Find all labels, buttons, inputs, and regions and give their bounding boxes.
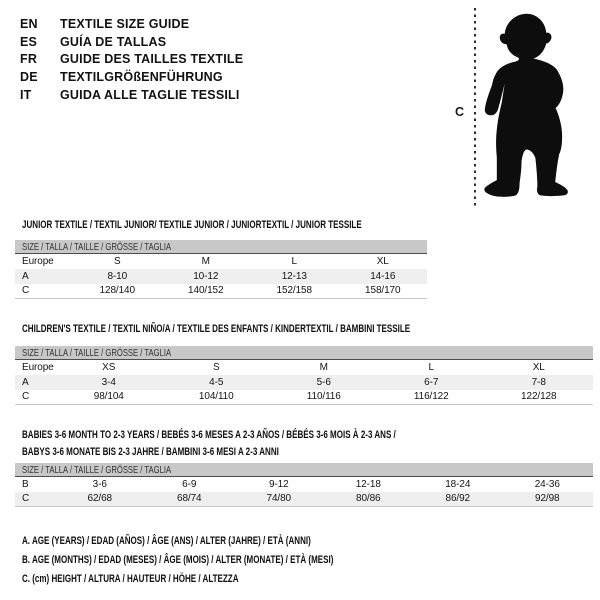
footnote-text: B. AGE (MONTHS) / EDAD (MESES) / ÂGE (MOIS) / ALTER (MONATE) / ETÀ (MESI) (22, 554, 334, 567)
size-cell: M (201, 256, 210, 267)
value-cell: 62/68 (87, 493, 113, 505)
value-cell: 6-9 (182, 478, 197, 490)
value-cell: 80/86 (355, 493, 381, 505)
table-row (15, 477, 593, 492)
language-label: TEXTILGRÖßENFÜHRUNG (60, 69, 223, 84)
language-code: IT (20, 87, 32, 102)
measure-label-c: C (455, 105, 465, 119)
size-cell: M (319, 362, 328, 373)
size-header-label: SIZE / TALLA / TAILLE / GRÖSSE / TAGLIA (22, 240, 172, 253)
language-code: FR (20, 52, 38, 67)
value-cell: 4-5 (209, 376, 224, 388)
size-cell: L (428, 362, 434, 373)
table-row (15, 284, 427, 300)
value-cell: 104/110 (198, 391, 234, 403)
junior-table-title-text: JUNIOR TEXTILE / TEXTIL JUNIOR/ TEXTILE JUNIOR / JUNIORTEXTIL / JUNIOR TESSILE (22, 219, 362, 231)
footnotes (22, 531, 449, 589)
value-cell: 6-7 (424, 376, 439, 388)
children-table-title (22, 321, 554, 338)
value-cell: 10-12 (193, 270, 219, 282)
size-cell: XS (102, 362, 116, 373)
table-row (15, 492, 593, 508)
language-row (20, 68, 243, 86)
region-label: Europe (22, 256, 54, 267)
language-label: TEXTILE SIZE GUIDE (60, 16, 190, 31)
value-cell: 122/128 (521, 391, 557, 403)
row-label: C (22, 285, 30, 297)
height-measure-dotted-line (474, 8, 476, 206)
language-row (20, 33, 243, 51)
footnote (22, 570, 449, 589)
row-label: B (22, 478, 29, 490)
baby-silhouette-icon (480, 8, 574, 204)
size-row (15, 360, 593, 375)
footnote-text: C. (cm) HEIGHT / ALTURA / HAUTEUR / HÖHE / ALTEZZA (22, 573, 239, 586)
value-cell: 12-18 (355, 478, 381, 490)
value-cell: 86/92 (445, 493, 471, 505)
table-row (15, 269, 427, 284)
language-code: ES (20, 34, 38, 49)
row-label: A (22, 376, 29, 388)
babies-table-title-line1: BABIES 3-6 MONTH TO 2-3 YEARS / BEBÉS 3-6 MESES A 2-3 AÑOS / BÉBÉS 3-6 MOIS À 2-3 ANS / (22, 429, 396, 441)
junior-table-title (22, 217, 487, 234)
size-header-label: SIZE / TALLA / TAILLE / GRÖSSE / TAGLIA (22, 463, 172, 476)
value-cell: 8-10 (107, 270, 128, 282)
children-table (15, 346, 593, 405)
children-table-title-text: CHILDREN'S TEXTILE / TEXTIL NIÑO/A / TEXTILE DES ENFANTS / KINDERTEXTIL / BAMBINI TESSILE (22, 323, 411, 335)
language-row (20, 50, 243, 68)
value-cell: 152/158 (276, 285, 312, 297)
footnote (22, 550, 449, 569)
babies-table-title (22, 427, 534, 460)
value-cell: 12-13 (281, 270, 307, 282)
row-label: A (22, 270, 29, 282)
size-cell: S (113, 256, 121, 267)
table-row (15, 375, 593, 390)
size-cell: L (291, 256, 297, 267)
value-cell: 14-16 (370, 270, 396, 282)
size-header-label: SIZE / TALLA / TAILLE / GRÖSSE / TAGLIA (22, 346, 172, 359)
value-cell: 140/152 (188, 285, 224, 297)
value-cell: 24-36 (534, 478, 560, 490)
row-label: C (22, 493, 30, 505)
value-cell: 98/104 (93, 391, 124, 403)
value-cell: 3-4 (101, 376, 116, 388)
value-cell: 128/140 (99, 285, 135, 297)
footnote (22, 531, 449, 550)
value-cell: 18-24 (445, 478, 471, 490)
value-cell: 9-12 (268, 478, 289, 490)
value-cell: 158/170 (365, 285, 401, 297)
language-list (20, 15, 243, 103)
footnote-text: A. AGE (YEARS) / EDAD (AÑOS) / ÂGE (ANS) / ALTER (JAHRE) / ETÀ (ANNI) (22, 534, 311, 547)
row-label: C (22, 391, 30, 403)
value-cell: 5-6 (316, 376, 331, 388)
size-cell: S (212, 362, 220, 373)
value-cell: 7-8 (531, 376, 546, 388)
size-header-bar (15, 240, 427, 254)
junior-table (15, 240, 427, 299)
value-cell: 3-6 (92, 478, 107, 490)
size-header-bar (15, 346, 593, 360)
babies-table (15, 463, 593, 507)
language-row (20, 86, 243, 104)
size-header-bar (15, 463, 593, 477)
region-label: Europe (22, 362, 54, 373)
language-row (20, 15, 243, 33)
value-cell: 74/80 (266, 493, 292, 505)
language-code: DE (20, 69, 38, 84)
value-cell: 116/122 (413, 391, 449, 403)
language-label: GUIDE DES TAILLES TEXTILE (60, 52, 244, 67)
size-row (15, 254, 427, 269)
babies-table-title-line2: BABYS 3-6 MONATE BIS 2-3 JAHRE / BAMBINI 3-6 MESI A 2-3 ANNI (22, 445, 279, 458)
language-code: EN (20, 16, 38, 31)
value-cell: 110/116 (306, 391, 341, 403)
language-label: GUIDA ALLE TAGLIE TESSILI (60, 87, 240, 102)
size-cell: XL (532, 362, 545, 373)
language-label: GUÍA DE TALLAS (60, 34, 167, 49)
value-cell: 68/74 (176, 493, 202, 505)
table-row (15, 390, 593, 406)
value-cell: 92/98 (534, 493, 560, 505)
size-cell: XL (376, 256, 389, 267)
